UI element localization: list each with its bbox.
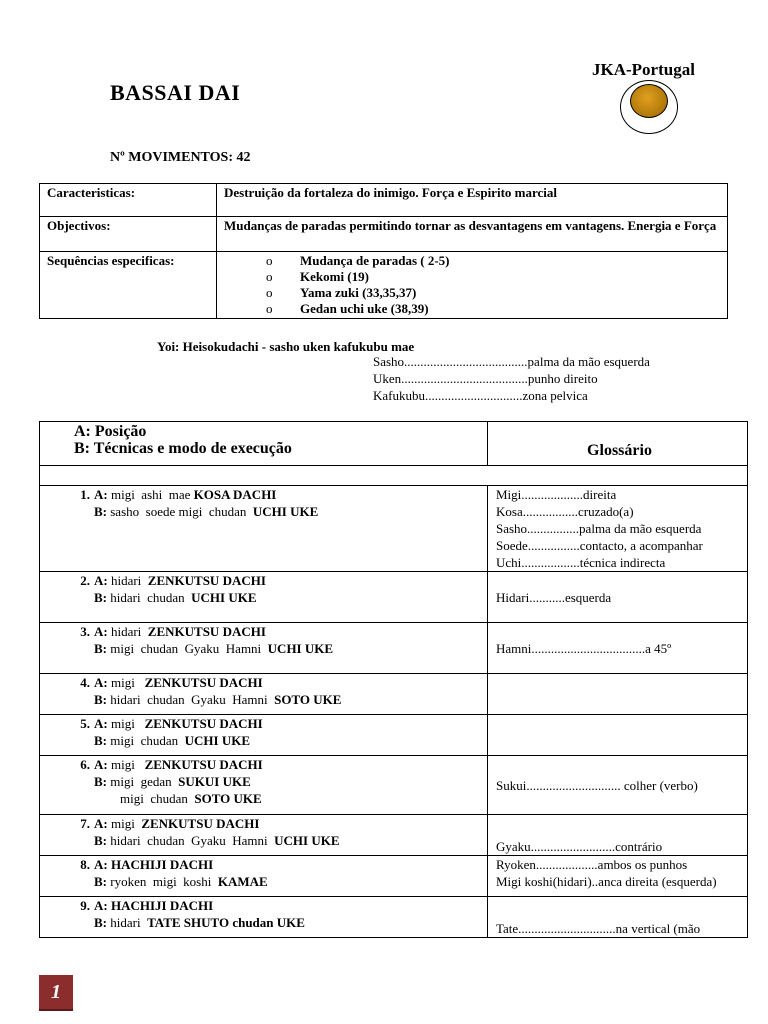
technique-cell: [40, 623, 488, 674]
glossary-cell: [488, 572, 748, 623]
line-prefix: A:: [94, 675, 108, 690]
objectivos-value: Mudanças de paradas permitindo tornar as desvantagens em vantagens. Energia e Força: [217, 217, 728, 252]
technique-cell: [40, 756, 488, 815]
technique-cell: [40, 897, 488, 938]
technique-name: SOTO UKE: [274, 692, 342, 707]
technique-line: [46, 640, 487, 657]
table-row: [40, 623, 748, 674]
table-spacer-row: [40, 466, 748, 486]
line-prefix: A:: [94, 857, 108, 872]
logo-sun-icon: [630, 84, 668, 118]
info-row-sequencias: [40, 252, 728, 319]
technique-name: HACHIJI DACHI: [110, 898, 214, 913]
sequence-text: Kekomi (19): [300, 269, 369, 284]
sequence-text: Gedan uchi uke (38,39): [300, 301, 429, 316]
yoi-line: Yoi: Heisokudachi - sasho uken kafukubu mae: [157, 339, 415, 354]
table-row: [40, 897, 748, 938]
technique-name: SUKUI UKE: [178, 774, 251, 789]
technique-name: ZENKUTSU DACHI: [144, 757, 263, 772]
line-prefix: A:: [94, 816, 108, 831]
glossary-entry: Hamni...................................a 45º: [496, 640, 672, 656]
info-table: [39, 183, 728, 319]
technique-line: [46, 815, 487, 832]
technique-line: [46, 732, 487, 749]
list-item: [224, 285, 720, 301]
line-text: migi: [107, 675, 145, 690]
move-number: 4.: [80, 675, 90, 690]
glossary-cell: [488, 815, 748, 856]
line-prefix: B:: [94, 733, 107, 748]
line-prefix: A:: [94, 716, 108, 731]
technique-name: ZENKUTSU DACHI: [144, 716, 263, 731]
glossary-entry: Uchi..................técnica indirecta: [496, 555, 666, 570]
line-text: hidari: [107, 915, 148, 930]
table-row: [40, 674, 748, 715]
glossary-cell: [488, 715, 748, 756]
glossary-entry: Ryoken...................ambos os punhos: [496, 857, 688, 872]
move-number: 2.: [80, 573, 90, 588]
sequence-text: Mudança de paradas ( 2-5): [300, 253, 450, 268]
move-number: 9.: [80, 898, 90, 913]
yoi-definition: Uken.......................................punho direito: [373, 371, 598, 386]
glossary-entry: Kosa.................cruzado(a): [496, 504, 634, 519]
caracteristicas-value: Destruição da fortaleza do inimigo. Força e Espirito marcial: [217, 184, 728, 217]
list-item: [224, 301, 720, 317]
technique-name: KAMAE: [217, 874, 268, 889]
moves-count: Nº MOVIMENTOS: 42: [110, 150, 251, 165]
technique-line: [46, 832, 487, 849]
move-number: 5.: [80, 716, 90, 731]
move-number: 7.: [80, 816, 90, 831]
bullet-icon: o: [266, 269, 273, 284]
sequence-text: Yama zuki (33,35,37): [300, 285, 417, 300]
technique-name: UCHI UKE: [267, 641, 334, 656]
technique-line: [46, 873, 487, 890]
line-text: migi: [107, 816, 142, 831]
technique-line: [46, 674, 487, 691]
line-text: migi: [107, 716, 145, 731]
technique-line: [46, 691, 487, 708]
objectivos-label: Objectivos:: [40, 217, 217, 252]
table-row: [40, 856, 748, 897]
technique-line: [46, 572, 487, 589]
technique-name: TATE SHUTO chudan UKE: [147, 915, 305, 930]
table-row: [40, 486, 748, 572]
table-header-row: [40, 422, 748, 466]
technique-name: KOSA DACHI: [193, 487, 277, 502]
technique-cell: [40, 674, 488, 715]
glossary-cell: [488, 756, 748, 815]
table-row: [40, 572, 748, 623]
page-number: 1: [39, 975, 73, 1011]
glossary-entry: Gyaku..........................contrário: [496, 839, 663, 854]
table-row: [40, 815, 748, 856]
technique-name: ZENKUTSU DACHI: [147, 624, 266, 639]
technique-cell: [40, 856, 488, 897]
line-text: migi: [107, 757, 145, 772]
header-posicao: A: Posição: [74, 423, 147, 440]
technique-name: ZENKUTSU DACHI: [141, 816, 260, 831]
spacer-cell: [40, 466, 748, 486]
line-text: sasho soede migi chudan: [107, 504, 253, 519]
glossary-entry: Soede................contacto, a acompanhar: [496, 538, 703, 553]
technique-cell: [40, 815, 488, 856]
line-prefix: B:: [94, 590, 107, 605]
technique-name: HACHIJI DACHI: [110, 857, 214, 872]
glossary-cell: [488, 486, 748, 572]
line-text: migi chudan: [107, 733, 185, 748]
sequencias-list: [217, 252, 728, 319]
line-text: hidari: [107, 624, 148, 639]
technique-line: [46, 756, 487, 773]
line-text: hidari chudan: [107, 590, 192, 605]
technique-name: SOTO UKE: [194, 791, 262, 806]
line-text: hidari chudan Gyaku Hamni: [107, 833, 275, 848]
glossary-entry: Hidari...........esquerda: [496, 589, 612, 605]
line-prefix: B:: [94, 774, 107, 789]
technique-name: UCHI UKE: [252, 504, 319, 519]
line-text: hidari: [107, 573, 148, 588]
technique-name: UCHI UKE: [184, 733, 251, 748]
line-prefix: B:: [94, 833, 107, 848]
line-text: ryoken migi koshi: [107, 874, 218, 889]
bullet-icon: o: [266, 253, 273, 268]
info-row-caracteristicas: [40, 184, 728, 217]
line-prefix: B:: [94, 504, 107, 519]
list-item: [224, 269, 720, 285]
bullet-icon: o: [266, 301, 273, 316]
technique-line: [46, 773, 487, 790]
technique-cell: [40, 486, 488, 572]
line-text: migi gedan: [107, 774, 179, 789]
line-prefix: B:: [94, 874, 107, 889]
header-tecnicas: B: Técnicas e modo de execução: [74, 440, 292, 457]
technique-line: [46, 856, 487, 873]
glossary-cell: [488, 623, 748, 674]
glossary-entry: Sasho................palma da mão esquerda: [496, 521, 702, 536]
line-text: migi chudan Gyaku Hamni: [107, 641, 268, 656]
table-row: [40, 715, 748, 756]
technique-line: [46, 715, 487, 732]
table-header-left: [40, 422, 488, 466]
line-prefix: B:: [94, 692, 107, 707]
glossary-entry: Migi...................direita: [496, 487, 617, 502]
line-prefix: A:: [94, 898, 108, 913]
technique-name: ZENKUTSU DACHI: [147, 573, 266, 588]
glossary-cell: [488, 897, 748, 938]
sequencias-label: Sequências especificas:: [40, 252, 217, 319]
glossary-cell: [488, 674, 748, 715]
header-glossario: Glossário: [488, 422, 748, 466]
line-prefix: A:: [94, 573, 108, 588]
technique-name: UCHI UKE: [274, 833, 340, 848]
bullet-icon: o: [266, 285, 273, 300]
caracteristicas-label: Caracteristicas:: [40, 184, 217, 217]
glossary-cell: [488, 856, 748, 897]
document-title: BASSAI DAI: [110, 80, 241, 105]
line-prefix: B:: [94, 915, 107, 930]
move-number: 8.: [80, 857, 90, 872]
technique-line: [46, 503, 487, 520]
technique-name: ZENKUTSU DACHI: [144, 675, 263, 690]
move-number: 3.: [80, 624, 90, 639]
table-row: [40, 756, 748, 815]
list-item: [224, 253, 720, 269]
table-body: [40, 486, 748, 938]
line-prefix: B:: [94, 641, 107, 656]
move-number: 6.: [80, 757, 90, 772]
line-prefix: A:: [94, 757, 108, 772]
technique-line: [46, 897, 487, 914]
yoi-definition: Kafukubu..............................zona pelvica: [373, 388, 588, 403]
technique-line: [46, 589, 487, 606]
move-number: 1.: [80, 487, 90, 502]
technique-line: [46, 790, 487, 807]
line-text: migi ashi mae: [107, 487, 194, 502]
organization-name: JKA-Portugal: [592, 60, 695, 79]
line-text: hidari chudan Gyaku Hamni: [107, 692, 275, 707]
glossary-entry: Tate..............................na vertical (mão: [496, 921, 701, 936]
info-row-objectivos: [40, 217, 728, 252]
glossary-entry: Migi koshi(hidari)..anca direita (esquerda): [496, 874, 717, 889]
technique-cell: [40, 572, 488, 623]
technique-line: [46, 623, 487, 640]
technique-name: UCHI UKE: [191, 590, 257, 605]
technique-cell: [40, 715, 488, 756]
technique-line: [46, 486, 487, 503]
line-text: migi chudan: [120, 791, 195, 806]
technique-line: [46, 914, 487, 931]
yoi-definition: Sasho......................................palma da mão esquerda: [373, 354, 650, 369]
glossary-entry: Sukui............................. colher (verbo): [496, 777, 698, 793]
line-prefix: A:: [94, 487, 108, 502]
techniques-table: [39, 421, 748, 938]
line-prefix: A:: [94, 624, 108, 639]
